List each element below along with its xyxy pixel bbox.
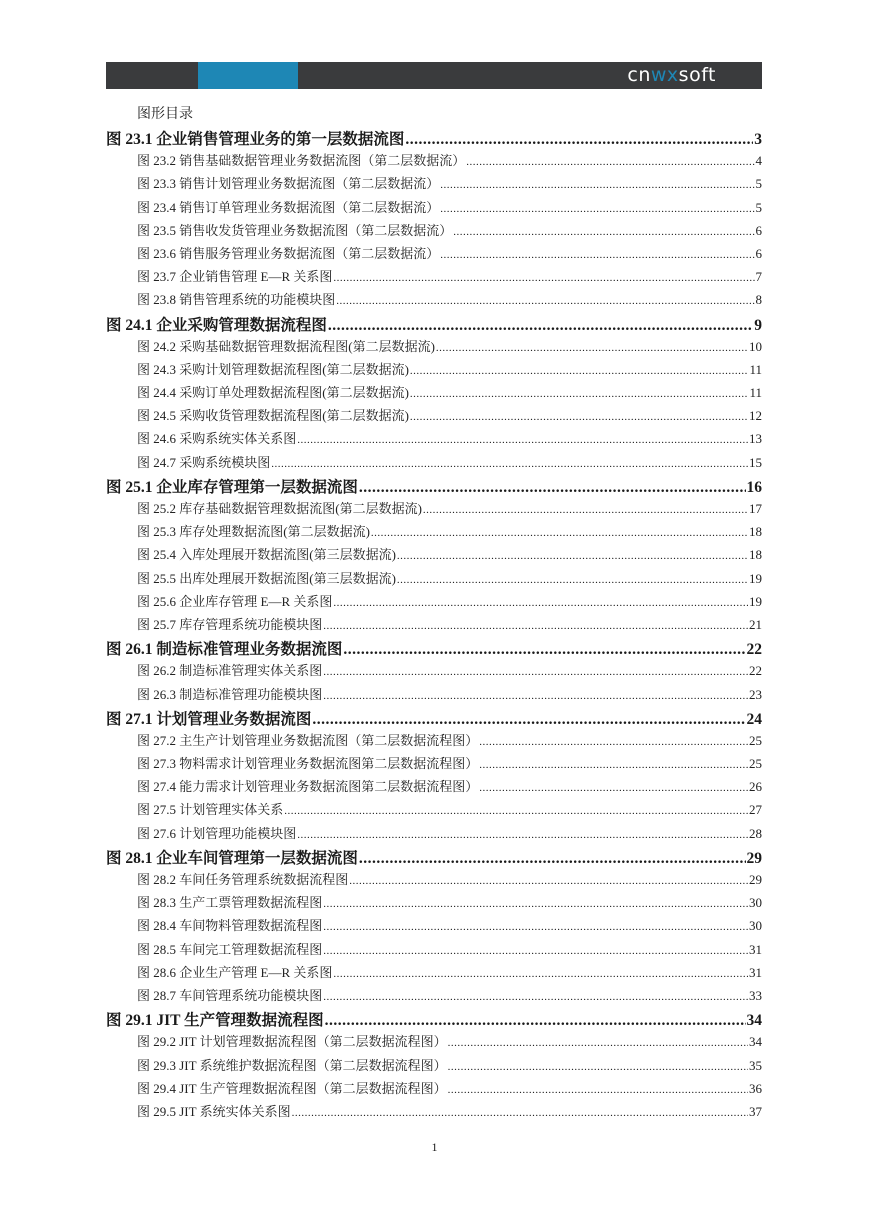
toc-entry-label: 图 29.2 JIT 计划管理数据流程图（第二层数据流程图） bbox=[137, 1034, 447, 1050]
toc-entry-label: 图 28.1 企业车间管理第一层数据流图 bbox=[106, 849, 358, 867]
dot-leader bbox=[453, 226, 754, 238]
toc-entry-page: 22 bbox=[749, 663, 762, 679]
toc-entry-page: 19 bbox=[749, 570, 762, 586]
header-bar bbox=[106, 62, 762, 89]
toc-entry[interactable] bbox=[106, 823, 762, 846]
toc-entry[interactable] bbox=[106, 289, 762, 312]
toc-entry-page: 7 bbox=[755, 269, 762, 285]
toc-entry-page: 33 bbox=[749, 987, 762, 1003]
toc-heading: 图形目录 bbox=[137, 107, 193, 122]
toc-entry-page: 3 bbox=[754, 131, 762, 148]
toc-entry[interactable] bbox=[106, 614, 762, 637]
toc-entry-page: 8 bbox=[755, 292, 762, 308]
toc-entry-page: 10 bbox=[749, 338, 762, 354]
toc-entry-label: 图 27.3 物料需求计划管理业务数据流图第二层数据流程图） bbox=[137, 756, 479, 772]
toc-entry-label: 图 23.1 企业销售管理业务的第一层数据流图 bbox=[106, 131, 405, 148]
dot-leader bbox=[284, 805, 748, 817]
toc-entry-label: 图 24.2 采购基础数据管理数据流程图(第二层数据流) bbox=[137, 338, 435, 354]
table-of-figures bbox=[106, 127, 762, 1124]
dot-leader bbox=[333, 272, 754, 284]
toc-entry[interactable] bbox=[106, 962, 762, 985]
toc-entry-label: 图 27.6 计划管理功能模块图 bbox=[137, 825, 297, 841]
toc-entry-page: 11 bbox=[749, 385, 762, 401]
toc-entry[interactable] bbox=[106, 591, 762, 614]
dot-leader bbox=[323, 991, 748, 1003]
toc-entry-label: 图 25.1 企业库存管理第一层数据流图 bbox=[106, 478, 358, 496]
dot-leader bbox=[271, 458, 748, 470]
toc-entry-label: 图 28.3 生产工票管理数据流程图 bbox=[137, 895, 323, 911]
toc-entry-page: 13 bbox=[749, 431, 762, 447]
toc-entry-page: 27 bbox=[749, 802, 762, 818]
dot-leader bbox=[397, 550, 748, 562]
toc-entry[interactable] bbox=[106, 475, 762, 498]
dot-leader bbox=[323, 945, 748, 957]
toc-entry-page: 15 bbox=[749, 454, 762, 470]
dot-leader bbox=[336, 295, 754, 307]
toc-entry-page: 5 bbox=[755, 199, 762, 215]
dot-leader bbox=[325, 1012, 746, 1030]
dot-leader bbox=[479, 782, 748, 794]
toc-entry-page: 25 bbox=[749, 756, 762, 772]
toc-entry-label: 图 23.4 销售订单管理业务数据流图（第二层数据流） bbox=[137, 199, 440, 215]
toc-entry-label: 图 27.5 计划管理实体关系 bbox=[137, 802, 284, 818]
toc-entry-page: 34 bbox=[749, 1034, 762, 1050]
toc-entry-page: 16 bbox=[746, 478, 762, 496]
dot-leader bbox=[292, 1107, 748, 1119]
toc-entry[interactable] bbox=[106, 452, 762, 475]
cnwxsoft-logo: cnwxsoft bbox=[627, 64, 716, 86]
dot-leader bbox=[343, 641, 745, 659]
toc-entry-label: 图 25.6 企业库存管理 E—R 关系图 bbox=[137, 593, 333, 609]
toc-entry-page: 29 bbox=[749, 872, 762, 887]
toc-entry-page: 5 bbox=[755, 176, 762, 192]
dot-leader bbox=[440, 249, 754, 261]
toc-entry-page: 37 bbox=[749, 1103, 762, 1119]
dot-leader bbox=[448, 1084, 748, 1096]
dot-leader bbox=[297, 434, 748, 446]
toc-entry-page: 18 bbox=[749, 524, 762, 540]
toc-entry[interactable] bbox=[106, 730, 762, 753]
toc-entry-label: 图 28.7 车间管理系统功能模块图 bbox=[137, 987, 323, 1003]
toc-entry-page: 31 bbox=[749, 941, 762, 957]
toc-entry[interactable] bbox=[106, 266, 762, 289]
toc-entry-label: 图 25.7 库存管理系统功能模块图 bbox=[137, 616, 323, 632]
toc-entry-label: 图 23.2 销售基础数据管理业务数据流图（第二层数据流） bbox=[137, 153, 466, 169]
toc-entry-page: 19 bbox=[749, 593, 762, 609]
dot-leader bbox=[371, 527, 748, 539]
toc-entry-label: 图 27.1 计划管理业务数据流图 bbox=[106, 710, 312, 728]
dot-leader bbox=[323, 898, 748, 910]
toc-entry[interactable] bbox=[106, 197, 762, 220]
toc-entry-label: 图 26.3 制造标准管理功能模块图 bbox=[137, 686, 323, 702]
toc-entry-label: 图 23.3 销售计划管理业务数据流图（第二层数据流） bbox=[137, 176, 440, 192]
toc-entry-label: 图 24.3 采购计划管理数据流程图(第二层数据流) bbox=[137, 361, 409, 377]
toc-entry-label: 图 28.6 企业生产管理 E—R 关系图 bbox=[137, 964, 333, 980]
toc-entry-page: 21 bbox=[749, 616, 762, 632]
toc-entry[interactable] bbox=[106, 892, 762, 915]
toc-entry-page: 22 bbox=[746, 641, 762, 659]
toc-entry-label: 图 24.7 采购系统模块图 bbox=[137, 454, 271, 470]
toc-entry-page: 9 bbox=[754, 316, 762, 334]
toc-entry[interactable] bbox=[106, 799, 762, 822]
toc-entry-page: 35 bbox=[749, 1057, 762, 1073]
toc-entry-label: 图 24.6 采购系统实体关系图 bbox=[137, 431, 297, 447]
dot-leader bbox=[479, 736, 748, 748]
toc-entry-label: 图 25.3 库存处理数据流图(第二层数据流) bbox=[137, 524, 370, 540]
toc-entry-page: 17 bbox=[749, 501, 762, 516]
toc-entry-page: 36 bbox=[749, 1080, 762, 1096]
dot-leader bbox=[323, 666, 748, 678]
toc-entry-label: 图 29.3 JIT 系统维护数据流程图（第二层数据流程图） bbox=[137, 1057, 447, 1073]
toc-entry[interactable] bbox=[106, 660, 762, 683]
dot-leader bbox=[323, 921, 748, 933]
toc-entry-page: 30 bbox=[749, 918, 762, 934]
dot-leader bbox=[410, 388, 749, 400]
dot-leader bbox=[349, 875, 748, 887]
toc-entry-label: 图 28.5 车间完工管理数据流程图 bbox=[137, 941, 323, 957]
dot-leader bbox=[312, 711, 745, 729]
toc-entry-label: 图 25.4 入库处理展开数据流图(第三层数据流) bbox=[137, 547, 396, 563]
toc-entry[interactable] bbox=[106, 220, 762, 243]
dot-leader bbox=[448, 1037, 748, 1049]
toc-entry-page: 30 bbox=[749, 895, 762, 911]
toc-entry[interactable] bbox=[106, 313, 762, 336]
toc-entry[interactable] bbox=[106, 1078, 762, 1101]
dot-leader bbox=[423, 504, 748, 516]
toc-entry-label: 图 27.2 主生产计划管理业务数据流图（第二层数据流程图） bbox=[137, 732, 479, 748]
toc-entry-page: 24 bbox=[746, 710, 762, 728]
toc-entry-label: 图 25.5 出库处理展开数据流图(第三层数据流) bbox=[137, 570, 396, 586]
dot-leader bbox=[359, 850, 746, 868]
toc-entry-label: 图 28.2 车间任务管理系统数据流程图 bbox=[137, 872, 349, 887]
toc-entry[interactable] bbox=[106, 985, 762, 1008]
toc-entry-page: 12 bbox=[749, 408, 762, 424]
dot-leader bbox=[479, 759, 748, 771]
toc-entry-page: 18 bbox=[749, 547, 762, 563]
dot-leader bbox=[333, 968, 748, 980]
dot-leader bbox=[410, 411, 748, 423]
toc-entry-label: 图 29.1 JIT 生产管理数据流程图 bbox=[106, 1012, 324, 1030]
toc-entry[interactable] bbox=[106, 776, 762, 799]
toc-entry[interactable] bbox=[106, 939, 762, 962]
dot-leader bbox=[359, 479, 746, 497]
toc-entry[interactable] bbox=[106, 405, 762, 428]
page-number: 1 bbox=[431, 1140, 438, 1154]
toc-entry[interactable] bbox=[106, 544, 762, 567]
toc-entry[interactable] bbox=[106, 1101, 762, 1124]
dot-leader bbox=[436, 342, 748, 354]
toc-entry-label: 图 25.2 库存基础数据管理数据流图(第二层数据流) bbox=[137, 501, 422, 516]
toc-entry[interactable] bbox=[106, 173, 762, 196]
dot-leader bbox=[397, 574, 748, 586]
toc-entry[interactable] bbox=[106, 753, 762, 776]
toc-entry[interactable] bbox=[106, 521, 762, 544]
dot-leader bbox=[440, 179, 754, 191]
toc-entry-page: 31 bbox=[749, 964, 762, 980]
dot-leader bbox=[466, 156, 754, 168]
toc-entry-page: 29 bbox=[746, 849, 762, 867]
toc-entry-label: 图 26.2 制造标准管理实体关系图 bbox=[137, 663, 323, 679]
dot-leader bbox=[405, 131, 753, 149]
toc-entry[interactable] bbox=[106, 243, 762, 266]
dot-leader bbox=[323, 690, 748, 702]
dot-leader bbox=[448, 1061, 748, 1073]
toc-entry[interactable] bbox=[106, 846, 762, 869]
toc-entry-page: 6 bbox=[755, 222, 762, 238]
toc-entry-label: 图 24.5 采购收货管理数据流程图(第二层数据流) bbox=[137, 408, 409, 424]
toc-entry-page: 4 bbox=[755, 153, 762, 169]
toc-entry-page: 23 bbox=[749, 686, 762, 702]
toc-entry[interactable] bbox=[106, 127, 762, 150]
header-accent-block bbox=[198, 62, 298, 89]
toc-entry-page: 28 bbox=[749, 825, 762, 841]
dot-leader bbox=[323, 620, 748, 632]
dot-leader bbox=[440, 203, 754, 215]
toc-entry[interactable] bbox=[106, 637, 762, 660]
dot-leader bbox=[328, 317, 753, 335]
toc-entry-label: 图 24.1 企业采购管理数据流程图 bbox=[106, 316, 327, 334]
toc-entry[interactable] bbox=[106, 684, 762, 707]
toc-entry[interactable] bbox=[106, 336, 762, 359]
toc-entry-label: 图 27.4 能力需求计划管理业务数据流图第二层数据流程图） bbox=[137, 779, 479, 795]
toc-entry-page: 34 bbox=[746, 1012, 762, 1030]
toc-entry-label: 图 28.4 车间物料管理数据流程图 bbox=[137, 918, 323, 934]
toc-entry-label: 图 29.5 JIT 系统实体关系图 bbox=[137, 1103, 291, 1119]
toc-entry[interactable] bbox=[106, 428, 762, 451]
toc-entry[interactable] bbox=[106, 1008, 762, 1031]
toc-entry[interactable] bbox=[106, 1055, 762, 1078]
toc-entry-label: 图 24.4 采购订单处理数据流程图(第二层数据流) bbox=[137, 385, 409, 401]
toc-entry[interactable] bbox=[106, 498, 762, 521]
dot-leader bbox=[333, 597, 748, 609]
toc-entry[interactable] bbox=[106, 869, 762, 892]
toc-entry-page: 11 bbox=[749, 361, 762, 377]
toc-entry[interactable] bbox=[106, 1031, 762, 1054]
toc-entry-label: 图 23.7 企业销售管理 E—R 关系图 bbox=[137, 269, 333, 285]
toc-entry[interactable] bbox=[106, 359, 762, 382]
toc-entry-page: 6 bbox=[755, 245, 762, 261]
toc-entry-label: 图 26.1 制造标准管理业务数据流图 bbox=[106, 641, 343, 659]
dot-leader bbox=[297, 829, 748, 841]
toc-entry[interactable] bbox=[106, 382, 762, 405]
toc-entry[interactable] bbox=[106, 150, 762, 173]
toc-entry-page: 26 bbox=[749, 779, 762, 795]
toc-entry-page: 25 bbox=[749, 732, 762, 748]
toc-entry[interactable] bbox=[106, 915, 762, 938]
toc-entry-label: 图 23.5 销售收发货管理业务数据流图（第二层数据流） bbox=[137, 222, 453, 238]
toc-entry-label: 图 29.4 JIT 生产管理数据流程图（第二层数据流程图） bbox=[137, 1080, 447, 1096]
dot-leader bbox=[410, 365, 749, 377]
toc-entry-label: 图 23.6 销售服务管理业务数据流图（第二层数据流） bbox=[137, 245, 440, 261]
toc-entry-label: 图 23.8 销售管理系统的功能模块图 bbox=[137, 292, 336, 308]
toc-entry[interactable] bbox=[106, 707, 762, 730]
toc-entry[interactable] bbox=[106, 568, 762, 591]
